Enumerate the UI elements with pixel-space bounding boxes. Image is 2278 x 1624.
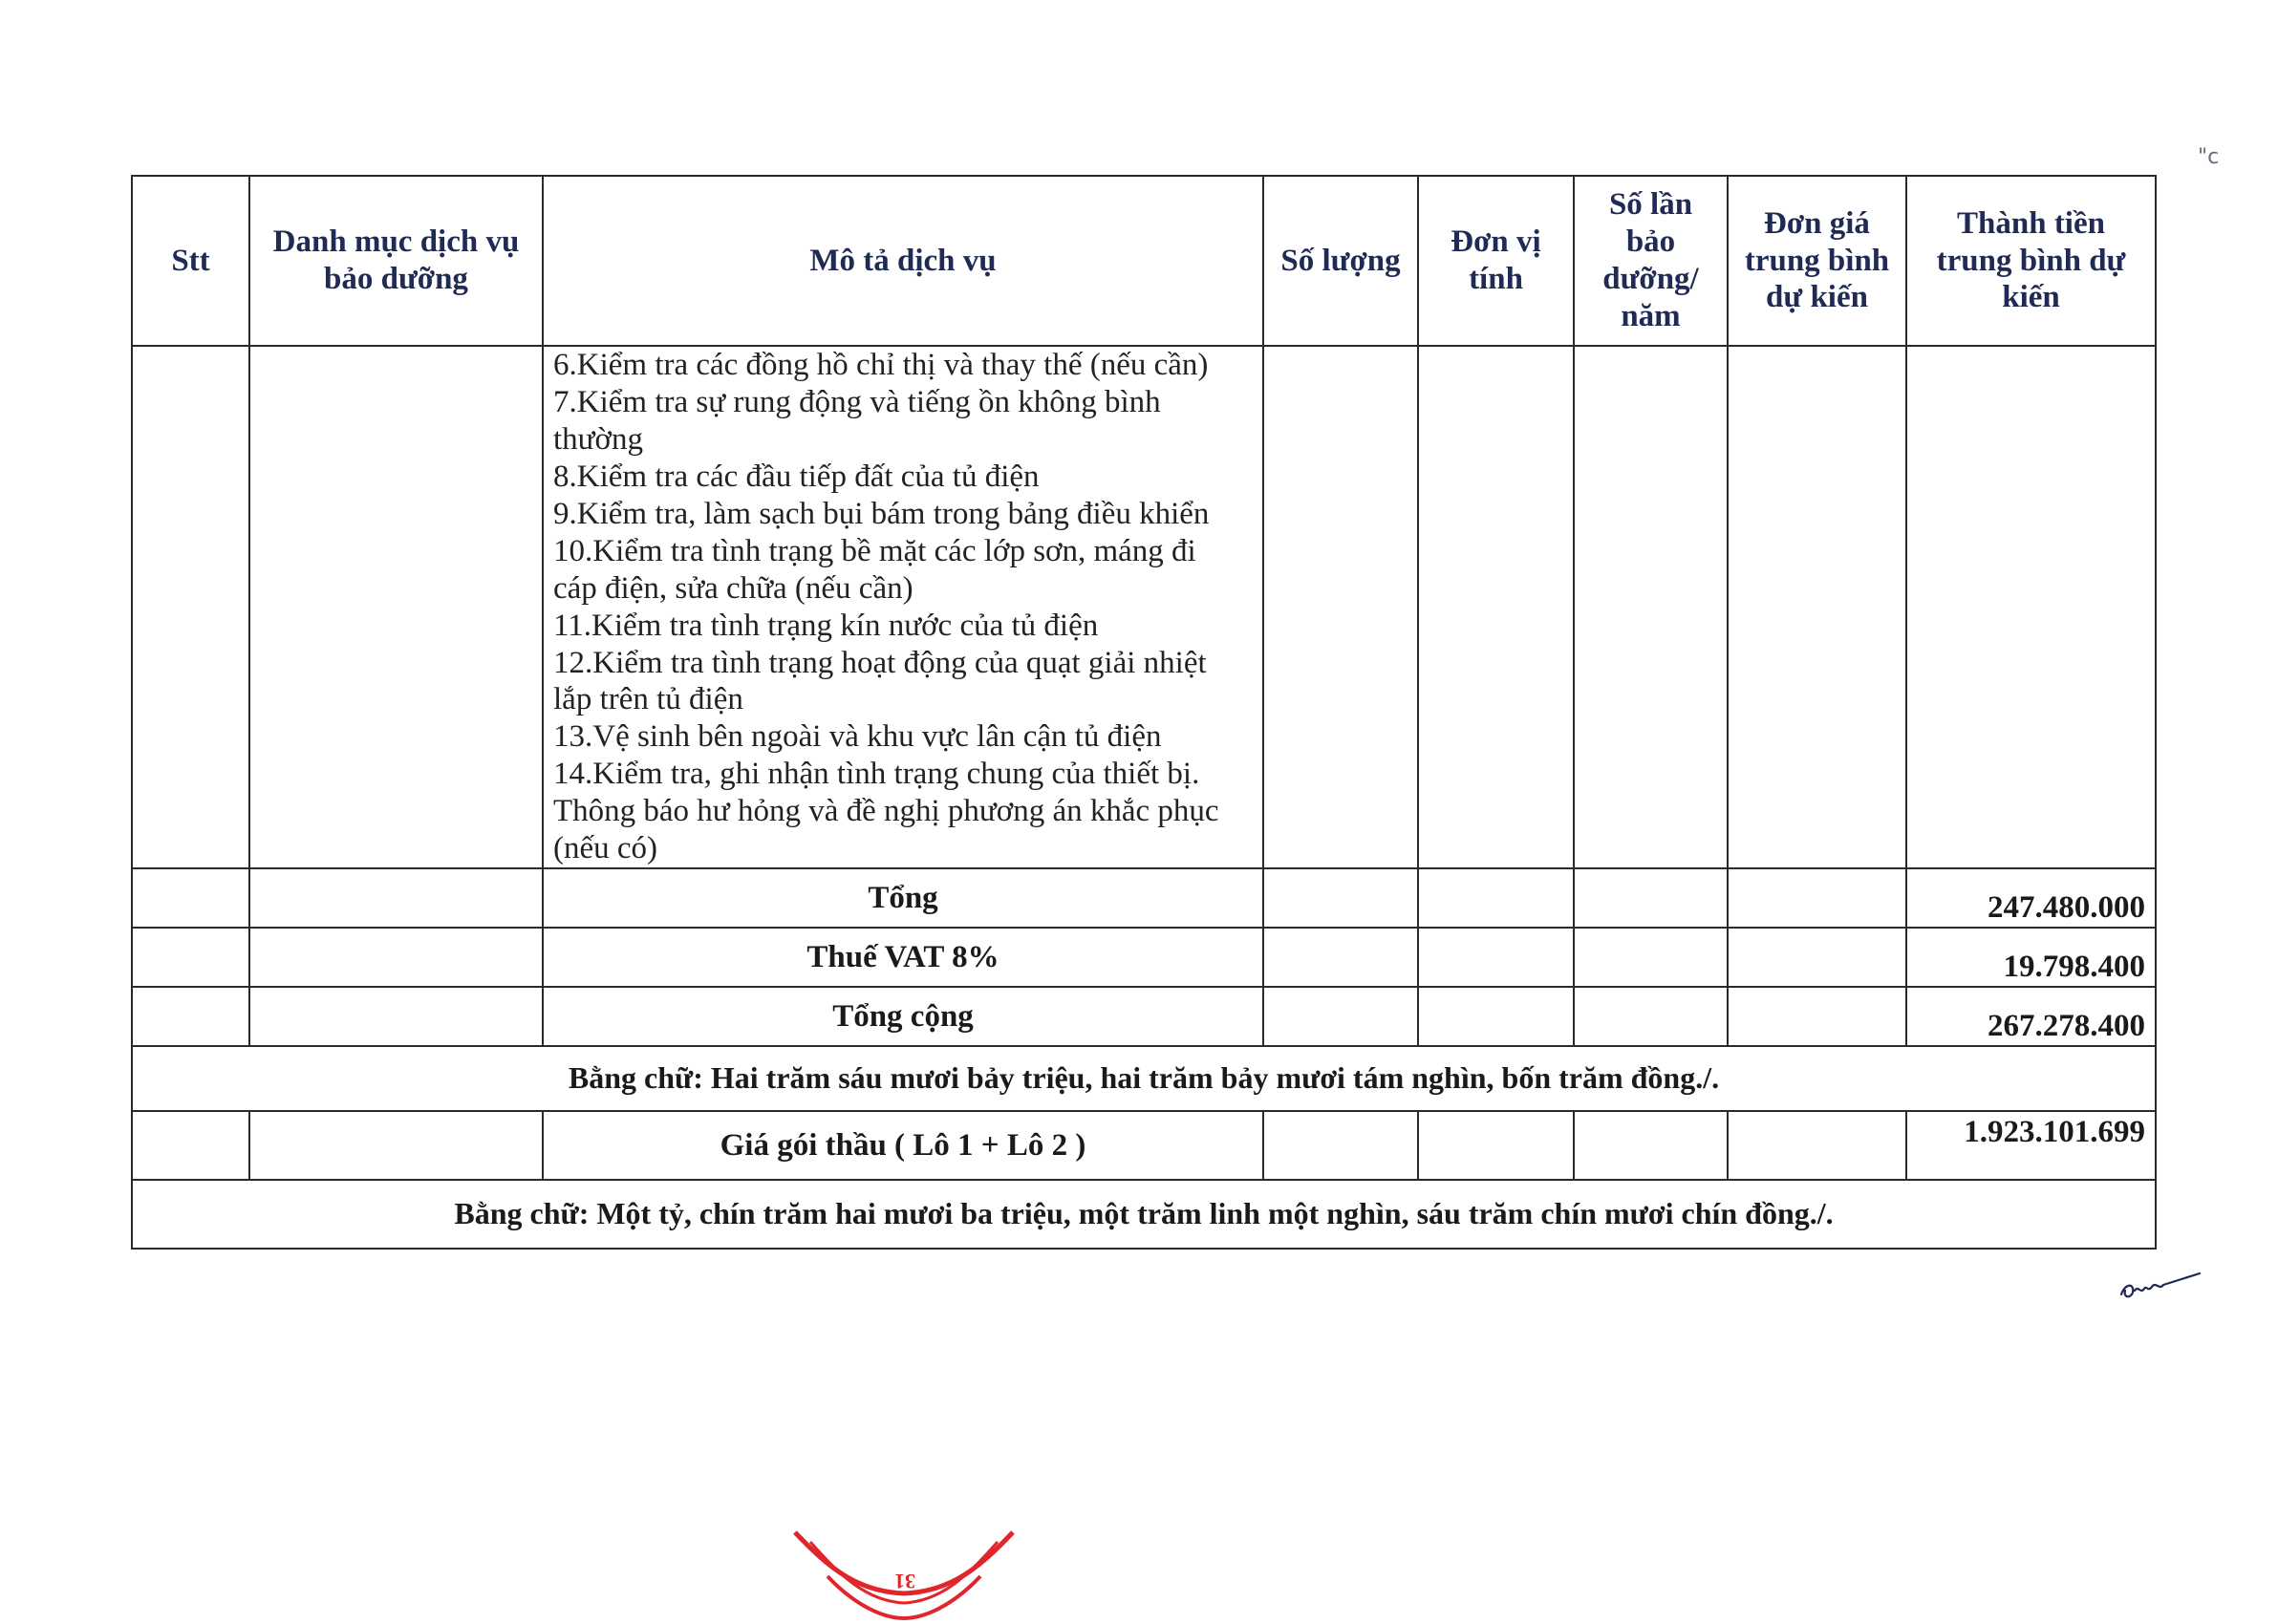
page-corner-mark: "c	[2198, 145, 2220, 169]
vat-value: 19.798.400	[1906, 928, 2156, 987]
subtotal-value: 247.480.000	[1906, 868, 2156, 928]
vat-label: Thuế VAT 8%	[543, 928, 1263, 987]
package-in-words-row	[132, 1180, 2156, 1249]
grand-total-row	[132, 987, 2156, 1046]
description-line: 14.Kiểm tra, ghi nhận tình trạng chung của thiết bị.	[553, 757, 1200, 792]
grand-total-value: 267.278.400	[1906, 987, 2156, 1046]
package-price-label: Giá gói thầu ( Lô 1 + Lô 2 )	[543, 1111, 1263, 1180]
header-unit: Đơn vị tính	[1418, 176, 1574, 346]
description-line: lắp trên tủ điện	[553, 682, 743, 717]
description-line: 8.Kiểm tra các đầu tiếp đất của tủ điện	[553, 459, 1040, 494]
description-line: cáp điện, sửa chữa (nếu cần)	[553, 570, 913, 606]
package-price-row	[132, 1111, 2156, 1180]
red-stamp-icon	[789, 1519, 1019, 1624]
amount-in-words: Bằng chữ: Hai trăm sáu mươi bảy triệu, hai trăm bảy mươi tám nghìn, bốn trăm đồng./.	[132, 1046, 2156, 1111]
vat-row	[132, 928, 2156, 987]
cell-total-amount	[1906, 346, 2156, 868]
header-unit-price: Đơn giá trung bình dự kiến	[1728, 176, 1906, 346]
header-quantity: Số lượng	[1263, 176, 1418, 346]
cell-description	[543, 346, 1263, 868]
stamp-text: 31	[894, 1570, 915, 1593]
initials-signature-icon	[2117, 1266, 2203, 1304]
cell-category	[249, 346, 543, 868]
header-stt: Stt	[132, 176, 249, 346]
description-line: Thông báo hư hỏng và đề nghị phương án khắc phục	[553, 794, 1219, 829]
cell-stt	[132, 346, 249, 868]
header-times-per-year: Số lần bảo dưỡng/ năm	[1574, 176, 1728, 346]
description-line: 7.Kiểm tra sự rung động và tiếng ồn không bình	[553, 384, 1161, 419]
package-in-words: Bằng chữ: Một tỷ, chín trăm hai mươi ba triệu, một trăm linh một nghìn, sáu trăm chín mươi chín đồng./.	[132, 1180, 2156, 1249]
grand-total-label: Tổng cộng	[543, 987, 1263, 1046]
description-line: (nếu có)	[553, 831, 658, 866]
package-price-value: 1.923.101.699	[1906, 1111, 2156, 1180]
cell-times-per-year	[1574, 346, 1728, 868]
header-description: Mô tả dịch vụ	[543, 176, 1263, 346]
header-row	[132, 176, 2156, 346]
amount-in-words-row	[132, 1046, 2156, 1111]
subtotal-row	[132, 868, 2156, 928]
description-row	[132, 346, 2156, 868]
cell-unit-price	[1728, 346, 1906, 868]
description-line: 10.Kiểm tra tình trạng bề mặt các lớp sơn, máng đi	[553, 533, 1196, 568]
description-line: 13.Vệ sinh bên ngoài và khu vực lân cận tủ điện	[553, 719, 1162, 755]
description-line: 9.Kiểm tra, làm sạch bụi bám trong bảng điều khiển	[553, 496, 1210, 531]
header-category: Danh mục dịch vụ bảo dưỡng	[249, 176, 543, 346]
description-line: 6.Kiểm tra các đồng hồ chỉ thị và thay thế (nếu cần)	[553, 348, 1209, 382]
description-line: 12.Kiểm tra tình trạng hoạt động của quạt giải nhiệt	[553, 645, 1207, 680]
description-line: 11.Kiểm tra tình trạng kín nước của tủ điện	[553, 608, 1099, 643]
cell-unit	[1418, 346, 1574, 868]
service-cost-table	[131, 175, 2157, 1250]
cell-quantity	[1263, 346, 1418, 868]
description-line: thường	[553, 421, 644, 457]
subtotal-label: Tổng	[543, 868, 1263, 928]
header-total-amount: Thành tiền trung bình dự kiến	[1906, 176, 2156, 346]
